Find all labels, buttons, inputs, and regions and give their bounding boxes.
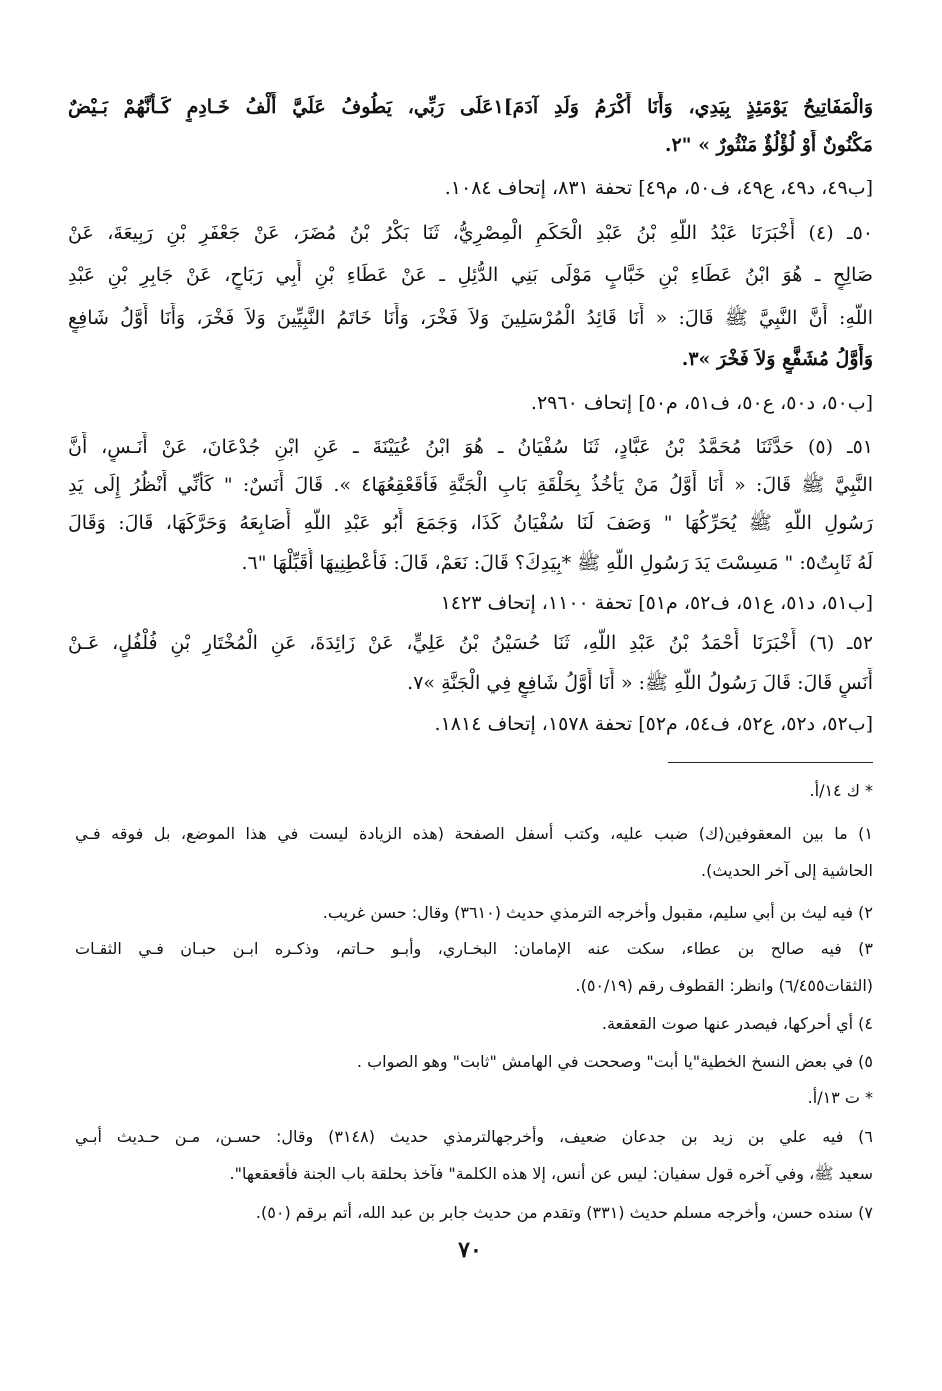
main-text-line: مَكْنُونٌ أَوْ لُؤْلُؤٌ مَنْثُورٌ » "٢. (664, 134, 873, 156)
footnote-line: * ك ١٤/أ. (809, 781, 873, 800)
hadith-50-line: ٥٠ـ (٤) أَخْبَرَنَا عَبْدُ اللَّهِ بْنُ عَبْدِ الْحَكَمِ الْمِصْرِيُّ، ثَنَا بَكْرُ بْنُ مُضَرَ، عَنْ جَعْفَرِ بْنِ رَبِيعَةَ، عَنْ (68, 222, 873, 244)
footnote-line: ٧) سنده حسن، وأخرجه مسلم حديث (٣٣١) وتقدم من حديث جابر بن عبد الله، أتم برقم (٥٠). (255, 1203, 873, 1222)
hadith-52-line: أَنَسٍ قَالَ: قَالَ رَسُولُ اللَّهِ ﷺ: « أَنَا أَوَّلُ شَافِعٍ فِي الْجَنَّةِ »٧. (407, 672, 873, 694)
page-number: ٧٠ (458, 1237, 482, 1263)
footnote-line: ٥) في بعض النسخ الخطية"يا أبت" وصححت في الهامش "ثابت" وهو الصواب . (356, 1052, 873, 1071)
hadith-51-line: لَهُ ثَابِتٌ٥: " مَسِسْتَ يَدَ رَسُولِ اللَّهِ ﷺ *بِيَدِكَ؟ قَالَ: نَعَمْ، قَالَ: فَأَعْطِنِيهَا أُقَبِّلْهَا "٦. (241, 552, 873, 574)
hadith-51-line: ٥١ـ (٥) حَدَّثَنَا مُحَمَّدُ بْنُ عَبَّادٍ، ثَنَا سُفْيَانُ ـ هُوَ ابْنُ عُيَيْنَةَ ـ عَنِ ابْنِ جُدْعَانَ، عَنْ أَنَـسٍ، أَنَّ (68, 436, 873, 458)
footnote-separator (668, 762, 873, 763)
reference-line: [ب٤٩، د٤٩، ع٤٩، ف٥٠، م٤٩] تحفة ٨٣١، إتحاف ١٠٨٤. (444, 177, 873, 199)
reference-line: [ب٥١، د٥١، ع٥١، ف٥٢، م٥١] تحفة ١١٠٠، إتحاف ١٤٢٣ (440, 592, 873, 614)
footnote-line: ٢) فيه ليث بن أبي سليم، مقبول وأخرجه الترمذي حديث (٣٦١٠) وقال: حسن غريب. (322, 903, 873, 922)
footnote-line: ٦) فيه علي بن زيد بن جدعان ضعيف، وأخرجهالترمذي حديث (٣١٤٨) وقال: حسـن، مـن حـديث أبـي (75, 1127, 873, 1146)
footnote-line: ١) ما بين المعقوفين(ك) ضبب عليه، وكتب أسفل الصفحة (هذه الزيادة ليست في هذا الموضع، بل فوقه فـي (75, 824, 873, 843)
reference-line: [ب٥٠، د٥٠، ع٥٠، ف٥١، م٥٠] إتحاف ٢٩٦٠. (530, 392, 873, 414)
footnote-line: ٣) فيه صالح بن عطاء، سكت عنه الإمامان: البخـاري، وأبـو حـاتم، وذكـره ابـن حبـان فـي الثقـات (75, 939, 873, 958)
hadith-51-line: رَسُولِ اللَّهِ ﷺ يُحَرِّكُهَا " وَصَفَ لَنَا سُفْيَانُ كَذَا، وَجَمَعَ أَبُو عَبْدِ اللَّهِ أَصَابِعَهُ وَحَرَّكَهَا، قَالَ: وَقَالَ (68, 512, 873, 534)
reference-line: [ب٥٢، د٥٢، ع٥٢، ف٥٤، م٥٢] تحفة ١٥٧٨، إتحاف ١٨١٤. (434, 713, 873, 735)
hadith-51-line: النَّبِيَّ ﷺ قَالَ: « أَنَا أَوَّلُ مَنْ يَأْخُذُ بِحَلْقَةِ بَابِ الْجَنَّةِ فَأُقَعْقِعُهَا٤ ». قَالَ أَنَسٌ: " كَأَنِّي أَنْظُرُ إِلَى يَدِ (68, 474, 873, 496)
footnote-line: سعيد ﷺ، وفي آخره قول سفيان: ليس عن أنس، إلا هذه الكلمة" فآخذ بحلقة باب الجنة فأقعقعها". (229, 1164, 873, 1183)
hadith-50-line: وَأَوَّلُ مُشَفَّعٍ وَلاَ فَخْرَ »٣. (681, 348, 873, 370)
footnote-line: الحاشية إلى آخر الحديث). (701, 861, 873, 880)
footnote-line: * ت ١٣/أ. (807, 1088, 873, 1107)
footnote-line: (الثقات٦/٤٥٥) وانظر: القطوف رقم (٥٠/١٩). (575, 976, 873, 995)
hadith-50-line: اللَّهِ: أَنَّ النَّبِيَّ ﷺ قَالَ: « أَنَا قَائِدُ الْمُرْسَلِينَ وَلاَ فَخْرَ، وَأَنَا خَاتَمُ النَّبِيِّينَ وَلاَ فَخْرَ، وَأَنَا أَوَّلُ شَافِعٍ (68, 307, 873, 329)
footnote-line: ٤) أي أحركها، فيصدر عنها صوت القعقعة. (601, 1014, 873, 1033)
hadith-52-line: ٥٢ـ (٦) أَخْبَرَنَا أَحْمَدُ بْنُ عَبْدِ اللَّهِ، ثَنَا حُسَيْنُ بْنُ عَلِيٍّ، عَنْ زَائِدَةَ، عَنِ الْمُخْتَارِ بْنِ فُلْفُلٍ، عَـنْ (68, 632, 873, 654)
main-text-line: وَالْمَفَاتِيحُ يَوْمَئِذٍ بِيَدِي، وَأَنَا أَكْرَمُ وَلَدِ آدَمَ]١عَلَى رَبِّي، يَطُوفُ عَلَيَّ أَلْفُ خَـادِمٍ كَـأَنَّهُمْ بَـيْضٌ (68, 96, 873, 118)
hadith-50-line: صَالِحٍ ـ هُوَ ابْنُ عَطَاءِ بْنِ خَبَّابٍ مَوْلَى بَنِي الدُّئِلِ ـ عَنْ عَطَاءِ بْنِ أَبِي رَبَاحٍ، عَنْ جَابِرِ بْنِ عَبْدِ (68, 264, 873, 286)
